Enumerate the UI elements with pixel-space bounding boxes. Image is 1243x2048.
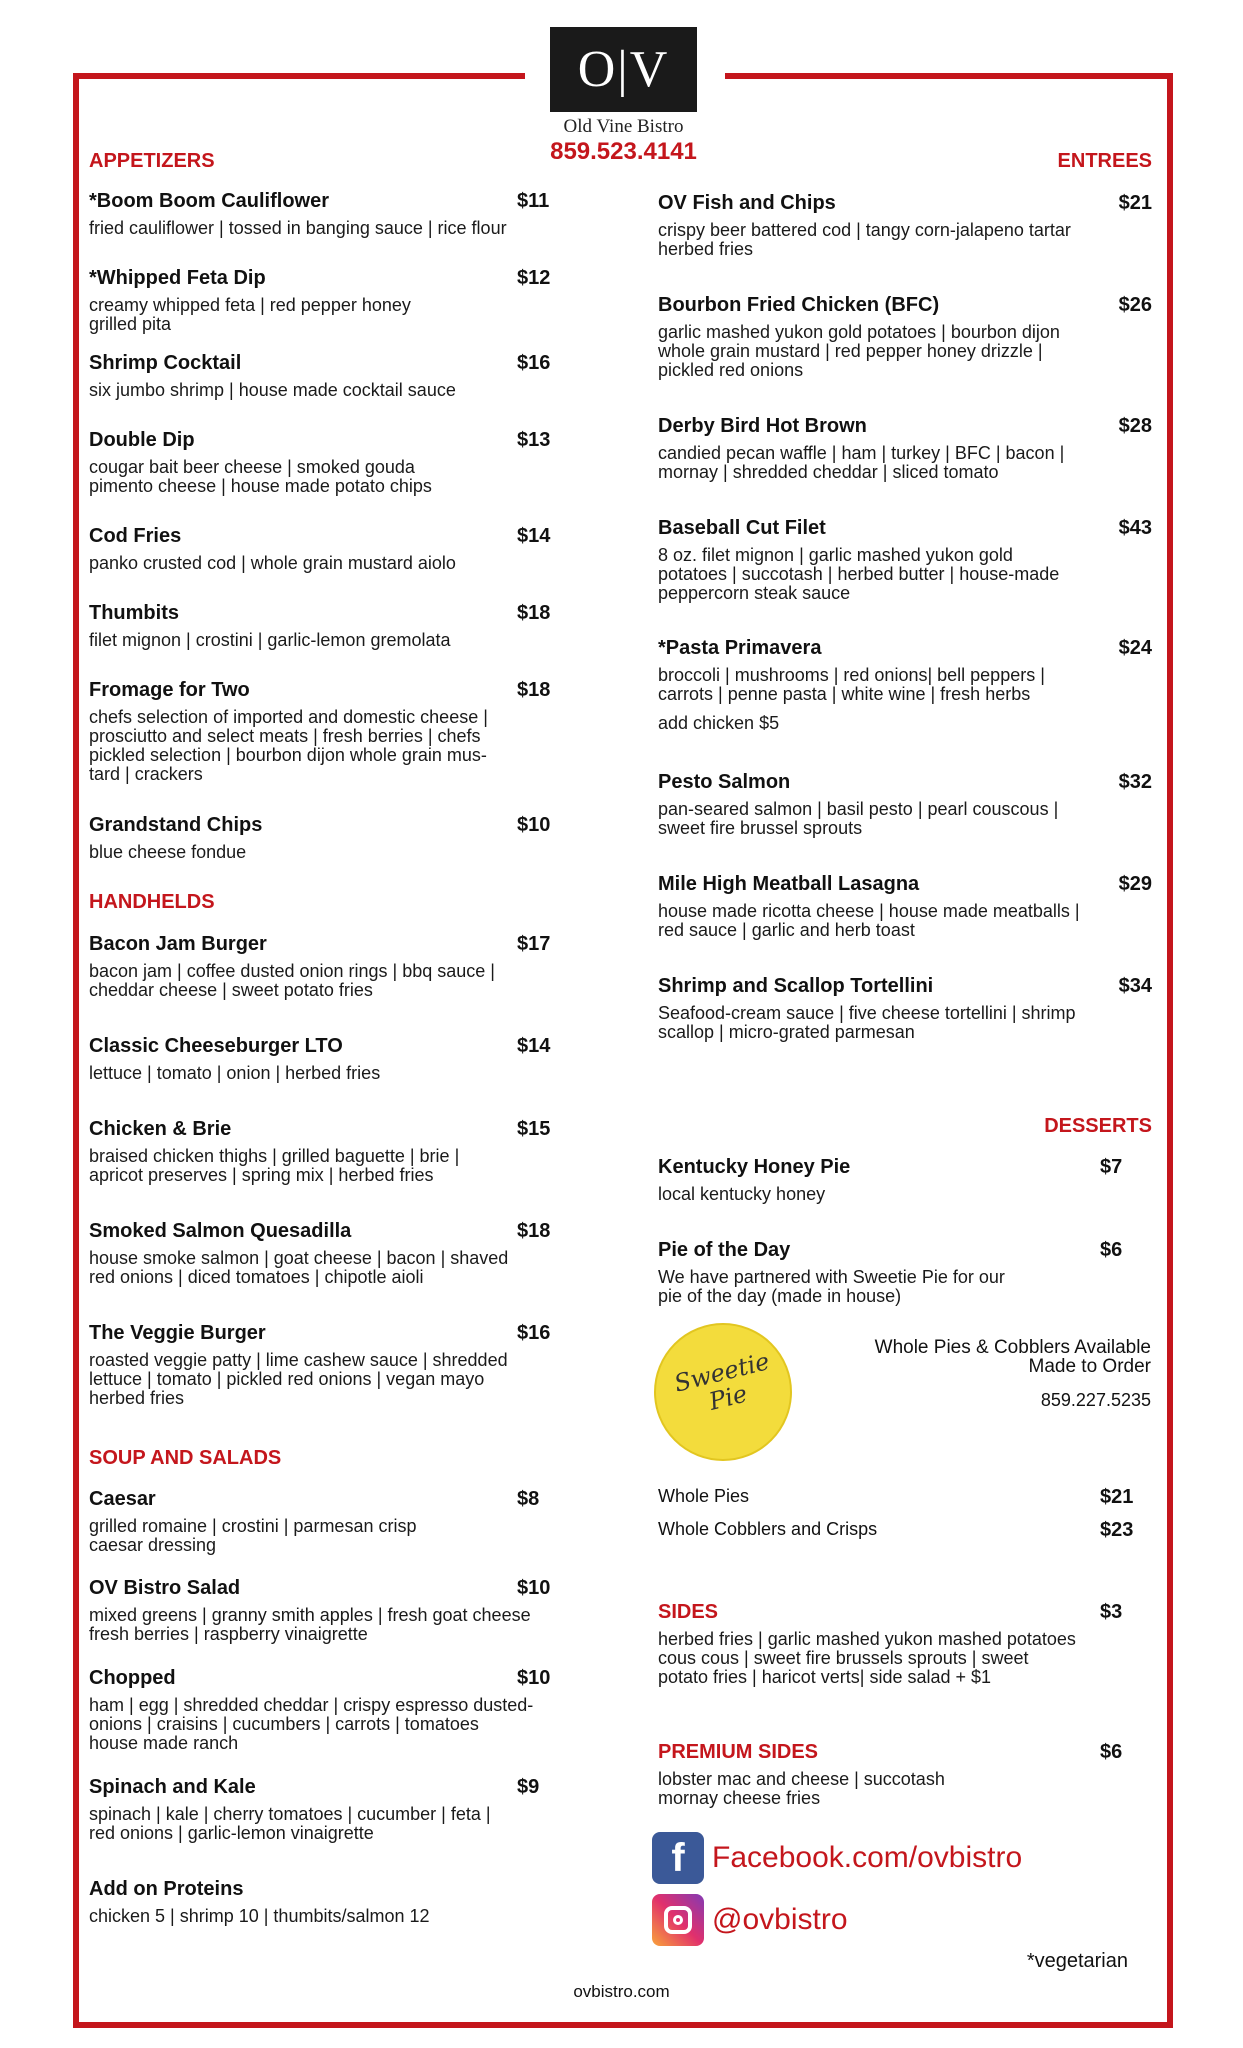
item-name: Classic Cheeseburger LTO — [89, 1035, 343, 1057]
item-desc: cous cous | sweet fire brussels sprouts | sweet — [658, 1648, 1029, 1668]
menu-item — [89, 1775, 577, 1843]
item-name: Pesto Salmon — [658, 771, 791, 793]
item-name: Whole Cobblers and Crisps — [658, 1519, 878, 1539]
item-price: $9 — [517, 1776, 540, 1798]
item-name: Whole Pies — [658, 1486, 750, 1506]
menu-item — [658, 516, 1152, 603]
menu-item — [89, 601, 577, 650]
menu-item — [89, 813, 577, 862]
item-desc: grilled romaine | crostini | parmesan crisp — [89, 1516, 417, 1536]
item-name: Mile High Meatball Lasagna — [658, 873, 920, 895]
item-desc: candied pecan waffle | ham | turkey | BFC | bacon | — [658, 443, 1065, 463]
item-desc: panko crusted cod | whole grain mustard aiolo — [89, 553, 456, 573]
item-desc: fresh berries | raspberry vinaigrette — [89, 1624, 368, 1644]
item-desc: onions | craisins | cucumbers | carrots | tomatoes — [89, 1714, 479, 1734]
item-desc: braised chicken thighs | grilled baguette | brie | — [89, 1146, 460, 1166]
item-name: Spinach and Kale — [89, 1776, 256, 1798]
item-price: $6 — [1100, 1239, 1123, 1261]
menu-item — [658, 872, 1152, 940]
item-price: $29 — [1118, 873, 1152, 895]
avail-line: Whole Pies & Cobblers Available — [874, 1337, 1151, 1358]
item-price: $26 — [1118, 294, 1152, 316]
item-price: $13 — [517, 429, 551, 451]
item-price: $18 — [517, 602, 551, 624]
item-name: Caesar — [89, 1488, 156, 1510]
item-desc: apricot preserves | spring mix | herbed fries — [89, 1165, 434, 1185]
menu-item — [89, 1117, 577, 1185]
item-name: OV Fish and Chips — [658, 192, 836, 214]
item-desc: herbed fries — [658, 239, 754, 259]
item-desc: lettuce | tomato | pickled red onions | vegan mayo — [89, 1369, 485, 1389]
item-desc: carrots | penne pasta | white wine | fresh herbs — [658, 684, 1031, 704]
item-addon: add chicken $5 — [658, 713, 780, 733]
vegetarian-note: *vegetarian — [1026, 1950, 1128, 1972]
whole-pies-row — [658, 1486, 1152, 1509]
menu-item — [89, 1219, 577, 1287]
item-price: $10 — [517, 1577, 551, 1599]
menu-item — [658, 770, 1152, 838]
item-price: $18 — [517, 1220, 551, 1242]
menu-item — [89, 1487, 577, 1555]
item-price: $10 — [517, 814, 551, 836]
item-price: $18 — [517, 679, 551, 701]
item-desc: cheddar cheese | sweet potato fries — [89, 980, 373, 1000]
item-desc: scallop | micro-grated parmesan — [658, 1022, 915, 1042]
item-price: $6 — [1100, 1741, 1123, 1763]
item-desc: chefs selection of imported and domestic cheese | — [89, 707, 488, 727]
item-desc: prosciutto and select meats | fresh berries | chefs — [89, 726, 481, 746]
menu-item — [89, 932, 577, 1000]
item-desc: broccoli | mushrooms | red onions| bell peppers | — [658, 665, 1045, 685]
premium-sides — [658, 1740, 1152, 1808]
restaurant-name: Old Vine Bistro — [563, 116, 684, 137]
item-desc: tard | crackers — [89, 764, 203, 784]
section-entrees: ENTREES — [1057, 150, 1152, 172]
item-price: $17 — [517, 933, 551, 955]
item-desc: 8 oz. filet mignon | garlic mashed yukon gold — [658, 545, 1013, 565]
item-desc: pickled red onions — [658, 360, 804, 380]
item-name: Smoked Salmon Quesadilla — [89, 1220, 352, 1242]
item-desc: potatoes | succotash | herbed butter | house-made — [658, 564, 1060, 584]
menu-item — [89, 1034, 577, 1083]
item-price: $16 — [517, 352, 551, 374]
item-price: $21 — [1100, 1486, 1134, 1508]
item-price: $10 — [517, 1667, 551, 1689]
item-name: The Veggie Burger — [89, 1322, 266, 1344]
menu-item — [89, 1576, 577, 1644]
item-name: Cod Fries — [89, 525, 182, 547]
facebook-icon: f — [652, 1832, 704, 1884]
item-name: *Pasta Primavera — [658, 637, 822, 659]
item-name: Derby Bird Hot Brown — [658, 415, 867, 437]
item-price: $28 — [1118, 415, 1152, 437]
item-desc: house made ranch — [89, 1733, 239, 1753]
whole-pies-available — [875, 1338, 1151, 1376]
item-desc: cougar bait beer cheese | smoked gouda — [89, 457, 415, 477]
item-name: Thumbits — [89, 602, 179, 624]
menu-item — [658, 1155, 1152, 1204]
item-price: $34 — [1118, 975, 1152, 997]
menu-item — [658, 293, 1152, 380]
item-price — [517, 1877, 577, 1901]
item-desc: lobster mac and cheese | succotash — [658, 1769, 945, 1789]
item-desc: creamy whipped feta | red pepper honey — [89, 295, 411, 315]
website[interactable]: ovbistro.com — [573, 1982, 670, 2001]
item-desc: crispy beer battered cod | tangy corn-jalapeno tartar — [658, 220, 1071, 240]
item-name: Double Dip — [89, 429, 195, 451]
item-name: Shrimp and Scallop Tortellini — [658, 975, 934, 997]
whole-cobblers-row — [658, 1519, 1152, 1542]
logo: O|V — [550, 27, 697, 112]
item-price: $24 — [1118, 637, 1152, 659]
item-desc: fried cauliflower | tossed in banging sauce | rice flour — [89, 218, 507, 238]
menu-item — [658, 191, 1152, 259]
item-name: OV Bistro Salad — [89, 1577, 241, 1599]
item-desc: local kentucky honey — [658, 1184, 826, 1204]
item-desc: spinach | kale | cherry tomatoes | cucumber | feta | — [89, 1804, 491, 1824]
section-handhelds: HANDHELDS — [89, 891, 215, 913]
instagram-handle[interactable]: @ovbistro — [712, 1903, 848, 1936]
item-desc: blue cheese fondue — [89, 842, 247, 862]
item-desc: grilled pita — [89, 314, 172, 334]
section-appetizers: APPETIZERS — [89, 150, 215, 172]
item-price: $7 — [1100, 1156, 1123, 1178]
item-desc: lettuce | tomato | onion | herbed fries — [89, 1063, 381, 1083]
item-name: Bacon Jam Burger — [89, 933, 267, 955]
menu-item — [89, 351, 577, 400]
menu-item — [89, 678, 577, 784]
menu-item — [658, 974, 1152, 1042]
avail-line: Made to Order — [1028, 1356, 1151, 1377]
item-desc: red sauce | garlic and herb toast — [658, 920, 915, 940]
facebook-link[interactable] — [652, 1832, 1022, 1884]
item-desc: Seafood-cream sauce | five cheese tortellini | shrimp — [658, 1003, 1076, 1023]
item-desc: pimento cheese | house made potato chips — [89, 476, 432, 496]
menu-item — [89, 1321, 577, 1408]
menu-item — [658, 1238, 1152, 1306]
item-price: $16 — [517, 1322, 551, 1344]
item-name: Chicken & Brie — [89, 1118, 232, 1140]
item-desc: sweet fire brussel sprouts — [658, 818, 863, 838]
item-desc: six jumbo shrimp | house made cocktail sauce — [89, 380, 456, 400]
menu-item — [89, 266, 577, 334]
section-premium-sides: PREMIUM SIDES — [658, 1741, 819, 1763]
item-desc: peppercorn steak sauce — [658, 583, 851, 603]
item-desc: ham | egg | shredded cheddar | crispy espresso dusted- — [89, 1695, 534, 1715]
item-price: $23 — [1100, 1519, 1134, 1541]
item-desc: herbed fries — [89, 1388, 185, 1408]
item-desc: red onions | diced tomatoes | chipotle aioli — [89, 1267, 424, 1287]
item-price: $21 — [1118, 192, 1152, 214]
item-desc: filet mignon | crostini | garlic-lemon gremolata — [89, 630, 451, 650]
item-desc: red onions | garlic-lemon vinaigrette — [89, 1823, 374, 1843]
item-name: Shrimp Cocktail — [89, 352, 242, 374]
menu-item — [89, 189, 577, 238]
menu-item — [658, 414, 1152, 482]
item-name: Grandstand Chips — [89, 814, 263, 836]
item-desc: bacon jam | coffee dusted onion rings | bbq sauce | — [89, 961, 495, 981]
item-desc: We have partnered with Sweetie Pie for our — [658, 1267, 1005, 1287]
item-desc: herbed fries | garlic mashed yukon mashed potatoes — [658, 1629, 1076, 1649]
item-price: $8 — [517, 1488, 540, 1510]
item-desc: mornay cheese fries — [658, 1788, 821, 1808]
menu-item — [89, 524, 577, 573]
item-name: Fromage for Two — [89, 679, 250, 701]
item-desc: house made ricotta cheese | house made meatballs | — [658, 901, 1080, 921]
instagram-icon — [652, 1894, 704, 1946]
item-desc: caesar dressing — [89, 1535, 217, 1555]
item-price: $32 — [1118, 771, 1152, 793]
menu-item — [89, 1877, 577, 1926]
item-desc: whole grain mustard | red pepper honey drizzle | — [658, 341, 1043, 361]
item-price: $3 — [1100, 1601, 1123, 1623]
item-price: $14 — [517, 525, 551, 547]
facebook-url[interactable]: Facebook.com/ovbistro — [712, 1841, 1023, 1874]
sweetie-pie-phone: 859.227.5235 — [1040, 1390, 1151, 1410]
menu-item — [658, 636, 1152, 733]
item-price: $15 — [517, 1118, 551, 1140]
sides — [658, 1600, 1152, 1687]
section-desserts: DESSERTS — [1044, 1115, 1152, 1137]
item-name: Chopped — [89, 1667, 176, 1689]
item-desc: chicken 5 | shrimp 10 | thumbits/salmon 12 — [89, 1906, 430, 1926]
instagram-link[interactable] — [652, 1894, 848, 1946]
item-price: $12 — [517, 267, 551, 289]
item-desc: pie of the day (made in house) — [658, 1286, 902, 1306]
section-sides: SIDES — [658, 1601, 719, 1623]
item-price: $11 — [517, 190, 550, 212]
sweetie-pie-logo-text: Sweetie Pie — [671, 1347, 773, 1416]
item-price: $14 — [517, 1035, 551, 1057]
item-desc: house smoke salmon | goat cheese | bacon | shaved — [89, 1248, 509, 1268]
item-desc: garlic mashed yukon gold potatoes | bourbon dijon — [658, 322, 1060, 342]
item-name: Add on Proteins — [89, 1878, 244, 1900]
section-soup-salads: SOUP AND SALADS — [89, 1447, 282, 1469]
item-name: Pie of the Day — [658, 1239, 791, 1261]
sweetie-pie-logo — [654, 1323, 792, 1461]
item-desc: mornay | shredded cheddar | sliced tomato — [658, 462, 999, 482]
restaurant-phone: 859.523.4141 — [550, 138, 697, 165]
menu-item — [89, 428, 577, 496]
item-name: Kentucky Honey Pie — [658, 1156, 851, 1178]
item-price: $43 — [1118, 517, 1152, 539]
item-desc: pan-seared salmon | basil pesto | pearl couscous | — [658, 799, 1059, 819]
item-name: *Whipped Feta Dip — [89, 267, 266, 289]
item-name: *Boom Boom Cauliflower — [89, 190, 330, 212]
item-desc: roasted veggie patty | lime cashew sauce | shredded — [89, 1350, 508, 1370]
item-desc: pickled selection | bourbon dijon whole grain mus- — [89, 745, 487, 765]
item-desc: potato fries | haricot verts| side salad + $1 — [658, 1667, 992, 1687]
item-name: Bourbon Fried Chicken (BFC) — [658, 294, 940, 316]
item-desc: mixed greens | granny smith apples | fresh goat cheese — [89, 1605, 531, 1625]
item-name: Baseball Cut Filet — [658, 517, 826, 539]
menu-item — [89, 1666, 577, 1753]
